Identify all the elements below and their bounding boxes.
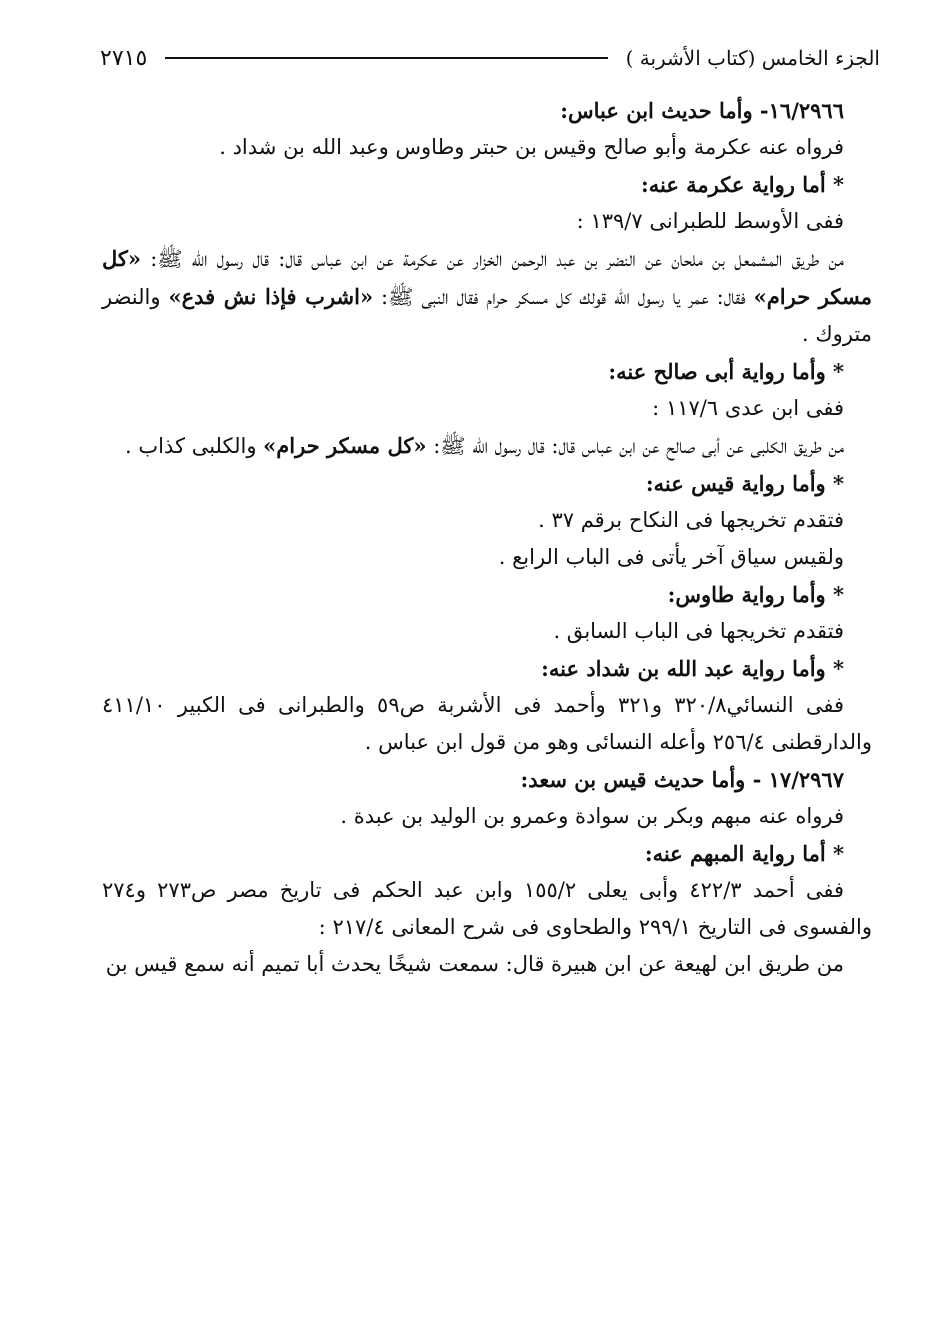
narrators-paragraph: فرواه عنه عكرمة وأبو صالح وقيس بن حبتر وطاوس وعبد الله بن شداد . bbox=[219, 135, 844, 159]
text-span: والنضر متروك . bbox=[102, 285, 872, 346]
source-line-awsat: ففى الأوسط للطبرانى ١٣٩/٧ : bbox=[576, 209, 844, 233]
section-heading-tawus: * وأما رواية طاوس: bbox=[667, 582, 844, 607]
running-header bbox=[100, 38, 880, 78]
source-paragraph-ahmad: ففى أحمد ٤٢٢/٣ وأبى يعلى ١٥٥/٢ وابن عبد الحكم فى تاريخ مصر ص٢٧٣ و٢٧٤ والفسوى فى التاريخ ٢٩٩/١ والطحاوى فى شرح المعانى ٢١٧/٤ : bbox=[102, 878, 872, 939]
chain-paragraph-ikrimah bbox=[102, 240, 872, 353]
note-line: فتقدم تخريجها فى الباب السابق . bbox=[553, 619, 844, 643]
header-title: الجزء الخامس (كتاب الأشربة ) bbox=[625, 46, 880, 70]
quoted-hadith: «كل مسكر حرام» bbox=[263, 433, 427, 458]
narrators-paragraph: فرواه عنه مبهم وبكر بن سوادة وعمرو بن الوليد بن عبدة . bbox=[340, 804, 844, 828]
quoted-hadith: «كل مسكر حرام» bbox=[102, 246, 872, 309]
section-heading-ikrimah: * أما رواية عكرمة عنه: bbox=[640, 172, 844, 197]
text-span: والكلبى كذاب . bbox=[125, 434, 257, 458]
note-line: ولقيس سياق آخر يأتى فى الباب الرابع . bbox=[498, 545, 844, 569]
section-heading-mubham: * أما رواية المبهم عنه: bbox=[644, 841, 844, 866]
page-body bbox=[102, 92, 872, 983]
text-span: فقال: عمر يا رسول الله قولك كل مسكر حرام فقال النبى ﷺ: bbox=[381, 285, 746, 309]
note-line: فتقدم تخريجها فى النكاح برقم ٣٧ . bbox=[538, 508, 844, 532]
text-span: من طريق المشمعل بن ملحان عن النضر بن عبد الرحمن الخزار عن عكرمة عن ابن عباس قال: قال رسول الله ﷺ: bbox=[150, 247, 844, 271]
header-rule bbox=[165, 57, 607, 59]
page-number: ٢٧١٥ bbox=[100, 45, 148, 71]
quoted-hadith: «اشرب فإذا نش فدع» bbox=[168, 284, 374, 309]
section-heading-abu-salih: * وأما رواية أبى صالح عنه: bbox=[608, 359, 844, 384]
chain-paragraph-kalbi bbox=[102, 427, 872, 465]
section-heading-ibn-shaddad: * وأما رواية عبد الله بن شداد عنه: bbox=[541, 656, 844, 681]
chain-paragraph-ibn-lahiah: من طريق ابن لهيعة عن ابن هبيرة قال: سمعت شيخًا يحدث أبا تميم أنه سمع قيس بن bbox=[105, 952, 844, 976]
source-line-ibn-adi: ففى ابن عدى ١١٧/٦ : bbox=[652, 396, 844, 420]
hadith-heading-2967: ١٧/٢٩٦٧ - وأما حديث قيس بن سعد: bbox=[520, 767, 844, 792]
hadith-heading-2966: ١٦/٢٩٦٦- وأما حديث ابن عباس: bbox=[560, 98, 844, 123]
text-span: من طريق الكلبى عن أبى صالح عن ابن عباس قال: قال رسول الله ﷺ: bbox=[433, 434, 844, 458]
section-heading-qays: * وأما رواية قيس عنه: bbox=[645, 471, 844, 496]
source-paragraph-nasai: ففى النسائي٣٢٠/٨ و٣٢١ وأحمد فى الأشربة ص٥٩ والطبرانى فى الكبير ٤١١/١٠ والدارقطنى ٢٥٦/٤ وأعله النسائى وهو من قول ابن عباس . bbox=[102, 693, 872, 754]
